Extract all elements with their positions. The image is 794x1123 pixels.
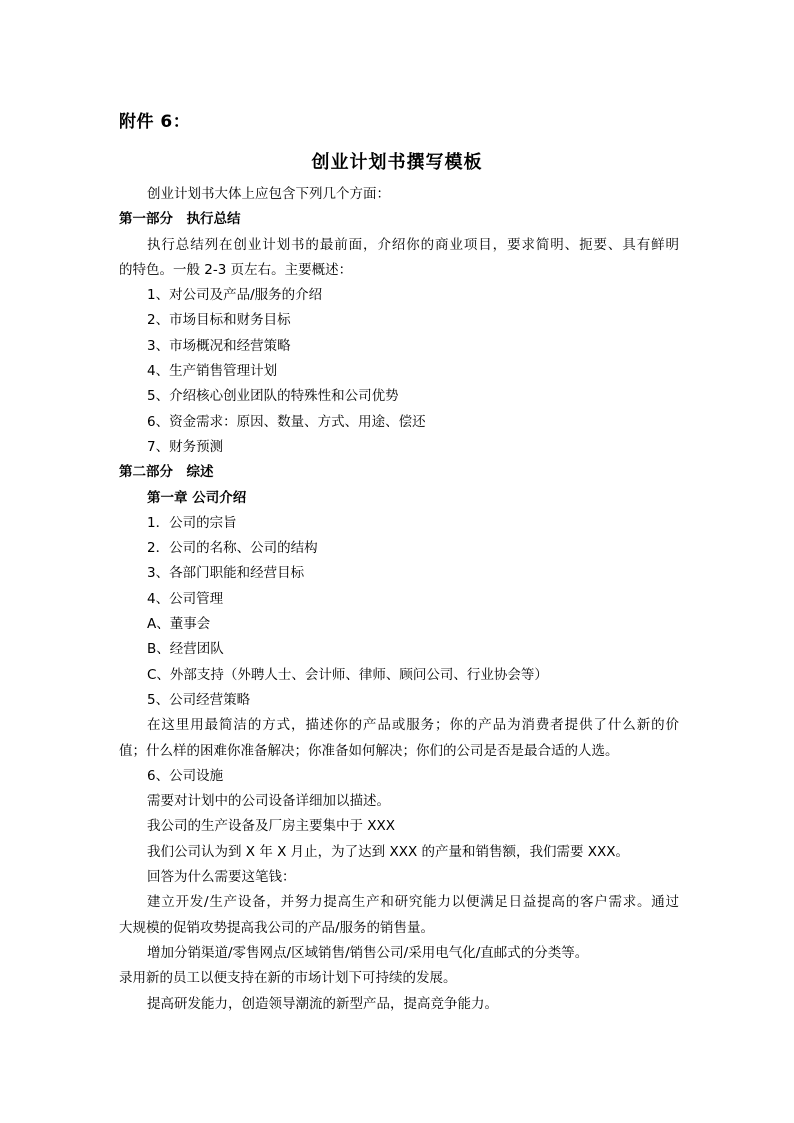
section-heading: 第一部分 执行总结 [119, 211, 241, 228]
paragraph-line: 4、公司管理 [147, 590, 224, 607]
paragraph-line: 创业计划书大体上应包含下列几个方面： [147, 186, 390, 202]
paragraph-line: 的特色。一般 2-3 页左右。主要概述： [119, 261, 353, 278]
paragraph-line: 3、各部门职能和经营目标 [147, 565, 305, 582]
paragraph-line: 需要对计划中的公司设备详细加以描述。 [147, 793, 390, 810]
paragraph-line: 增加分销渠道/零售网点/区域销售/销售公司/采用电气化/直邮式的分类等。 [147, 944, 589, 961]
paragraph-line: 值；什么样的困难你准备解决；你准备如何解决；你们的公司是否是最合适的人选。 [119, 742, 619, 759]
paragraph-line: 7、财务预测 [147, 438, 224, 455]
document-body [119, 182, 679, 1017]
paragraph-line: A、董事会 [147, 616, 211, 633]
paragraph-line: 5、公司经营策略 [147, 691, 251, 708]
paragraph-line: 2、市场目标和财务目标 [147, 312, 291, 329]
paragraph-line: 我公司的生产设备及厂房主要集中于 XXX [147, 818, 396, 835]
paragraph-line: 提高研发能力，创造领导潮流的新型产品，提高竞争能力。 [147, 995, 498, 1012]
paragraph-line: 3、市场概况和经营策略 [147, 337, 291, 354]
paragraph-line: 1．公司的宗旨 [147, 514, 237, 531]
paragraph-line: 5、介绍核心创业团队的特殊性和公司优势 [147, 388, 399, 405]
paragraph-line: 执行总结列在创业计划书的最前面，介绍你的商业项目，要求简明、扼要、具有鲜明 [147, 236, 679, 253]
document-title: 创业计划书撰写模板 [311, 152, 483, 173]
paragraph-line: 大规模的促销攻势提高我公司的产品/服务的销售量。 [119, 919, 435, 936]
paragraph-line: 建立开发/生产设备，并努力提高生产和研究能力以便满足日益提高的客户需求。通过 [147, 894, 679, 911]
paragraph-line: 我们公司认为到 X 年 X 月止，为了达到 XXX 的产量和销售额，我们需要 XXX。 [147, 843, 630, 860]
paragraph-line: B、经营团队 [147, 641, 224, 658]
paragraph-line: 在这里用最简洁的方式，描述你的产品或服务；你的产品为消费者提供了什么新的价 [147, 717, 679, 734]
paragraph-line: 6、资金需求：原因、数量、方式、用途、偿还 [147, 413, 426, 430]
paragraph-line: 录用新的员工以便支持在新的市场计划下可持续的发展。 [119, 970, 457, 987]
paragraph-line: 4、生产销售管理计划 [147, 363, 278, 380]
section-heading: 第二部分 综述 [119, 464, 214, 481]
paragraph-line: C、外部支持（外聘人士、会计师、律师、顾问公司、行业协会等） [147, 666, 548, 683]
paragraph-line: 6、公司设施 [147, 767, 224, 784]
paragraph-line: 1、对公司及产品/服务的介绍 [147, 287, 323, 304]
attachment-label: 附件 6： [119, 112, 191, 132]
section-heading: 第一章 公司介绍 [147, 489, 247, 506]
paragraph-line: 2．公司的名称、公司的结构 [147, 540, 318, 557]
paragraph-line: 回答为什么需要这笔钱： [147, 869, 296, 886]
